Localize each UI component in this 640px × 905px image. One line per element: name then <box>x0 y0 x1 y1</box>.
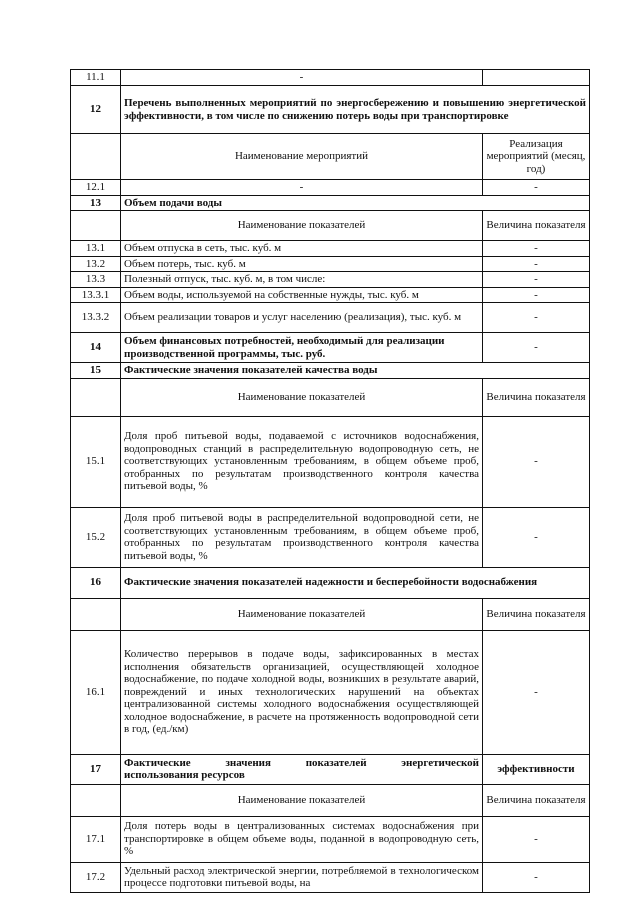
header-row <box>71 211 590 241</box>
row-text: Доля проб питьевой воды, подаваемой с источников водоснабжения, водопроводных станций в распределительную водопроводную сеть, не соответствующих установленным требованиям, в общем объеме проб, отобранных по результатам производственного контроля качества питьевой воды, % <box>121 416 483 507</box>
row-number: 16.1 <box>71 630 121 754</box>
row-number: 15.2 <box>71 507 121 567</box>
column-header-value: Величина показателя <box>483 378 590 416</box>
section-row <box>71 86 590 134</box>
table-row <box>71 180 590 196</box>
row-text: Объем финансовых потребностей, необходимый для реализации производственной программы, тыс. руб. <box>121 333 483 363</box>
row-value: - <box>483 630 590 754</box>
table-row <box>71 241 590 257</box>
table-row <box>71 333 590 363</box>
row-number: 15.1 <box>71 416 121 507</box>
table-row <box>71 256 590 272</box>
row-number: 16 <box>71 567 121 598</box>
section-title: Перечень выполненных мероприятий по энергосбережению и повышению энергетической эффективности, в том числе по снижению потерь воды при транспортировке <box>121 86 590 134</box>
row-number: 13.1 <box>71 241 121 257</box>
row-number: 12.1 <box>71 180 121 196</box>
column-header-name: Наименование мероприятий <box>121 134 483 180</box>
row-text: - <box>121 180 483 196</box>
empty-cell <box>71 598 121 630</box>
row-text: Объем отпуска в сеть, тыс. куб. м <box>121 241 483 257</box>
row-number: 13.3.2 <box>71 303 121 333</box>
row-text: - <box>121 70 483 86</box>
row-number: 12 <box>71 86 121 134</box>
section-title-line2: использования ресурсов <box>124 769 245 781</box>
row-number: 13.2 <box>71 256 121 272</box>
row-value <box>483 70 590 86</box>
row-text: Объем воды, используемой на собственные нужды, тыс. куб. м <box>121 287 483 303</box>
row-number: 15 <box>71 363 121 379</box>
row-number: 13.3 <box>71 272 121 288</box>
column-header-name: Наименование показателей <box>121 784 483 816</box>
column-header-value: Величина показателя <box>483 784 590 816</box>
row-value: - <box>483 507 590 567</box>
table-row <box>71 416 590 507</box>
column-header-value: Величина показателя <box>483 598 590 630</box>
row-number: 17 <box>71 754 121 784</box>
column-header-value: Величина показателя <box>483 211 590 241</box>
empty-cell <box>71 211 121 241</box>
row-text: Доля потерь воды в централизованных системах водоснабжения при транспортировке в общем объеме воды, поданной в водопроводную сеть, % <box>121 816 483 862</box>
row-value: - <box>483 287 590 303</box>
table-row <box>71 272 590 288</box>
row-text: Объем потерь, тыс. куб. м <box>121 256 483 272</box>
table-row <box>71 287 590 303</box>
section-title-end: эффективности <box>483 754 590 784</box>
section-title: Фактические значения показателей качества воды <box>121 363 590 379</box>
empty-cell <box>71 134 121 180</box>
column-header-name: Наименование показателей <box>121 598 483 630</box>
row-value: - <box>483 416 590 507</box>
row-number: 17.2 <box>71 862 121 892</box>
row-value: - <box>483 816 590 862</box>
section-title <box>121 754 483 784</box>
header-row <box>71 598 590 630</box>
table-row <box>71 507 590 567</box>
row-value: - <box>483 256 590 272</box>
row-number: 13.3.1 <box>71 287 121 303</box>
row-value: - <box>483 862 590 892</box>
section-title: Фактические значения показателей надежности и бесперебойности водоснабжения <box>121 567 590 598</box>
row-number: 17.1 <box>71 816 121 862</box>
header-row <box>71 378 590 416</box>
column-header-value: Реализация мероприятий (месяц, год) <box>483 134 590 180</box>
row-value: - <box>483 303 590 333</box>
table-row <box>71 862 590 892</box>
row-text: Полезный отпуск, тыс. куб. м, в том числе: <box>121 272 483 288</box>
row-number: 14 <box>71 333 121 363</box>
section-title-line1: Фактические значения показателей энергетической <box>124 756 479 769</box>
empty-cell <box>71 784 121 816</box>
section-row <box>71 567 590 598</box>
row-value: - <box>483 272 590 288</box>
row-text: Удельный расход электрической энергии, потребляемой в технологическом процессе подготовки питьевой воды, на <box>121 862 483 892</box>
section-row <box>71 754 590 784</box>
row-text: Доля проб питьевой воды в распределительной водопроводной сети, не соответствующих установленным требованиям, в общем объеме проб, отобранных по результатам производственного контроля качества питьевой воды, % <box>121 507 483 567</box>
indicators-table <box>70 69 590 893</box>
row-value: - <box>483 241 590 257</box>
row-number: 11.1 <box>71 70 121 86</box>
column-header-name: Наименование показателей <box>121 378 483 416</box>
section-title: Объем подачи воды <box>121 195 590 211</box>
table-row <box>71 630 590 754</box>
table-row <box>71 303 590 333</box>
table-row <box>71 70 590 86</box>
row-number: 13 <box>71 195 121 211</box>
row-text: Объем реализации товаров и услуг населению (реализация), тыс. куб. м <box>121 303 483 333</box>
section-row <box>71 195 590 211</box>
row-value: - <box>483 180 590 196</box>
column-header-name: Наименование показателей <box>121 211 483 241</box>
header-row <box>71 134 590 180</box>
row-text: Количество перерывов в подаче воды, зафиксированных в местах исполнения обязательств организацией, осуществляющей холодное водоснабжение, по подаче холодной воды, возникших в результате аварий, повреждений и иных технологических нарушений на объектах централизованной системы холодного водоснабжения осуществляющей холодное водоснабжение, в расчете на протяженность водопроводной сети в год, (ед./км) <box>121 630 483 754</box>
empty-cell <box>71 378 121 416</box>
header-row <box>71 784 590 816</box>
row-value: - <box>483 333 590 363</box>
section-row <box>71 363 590 379</box>
table-row <box>71 816 590 862</box>
